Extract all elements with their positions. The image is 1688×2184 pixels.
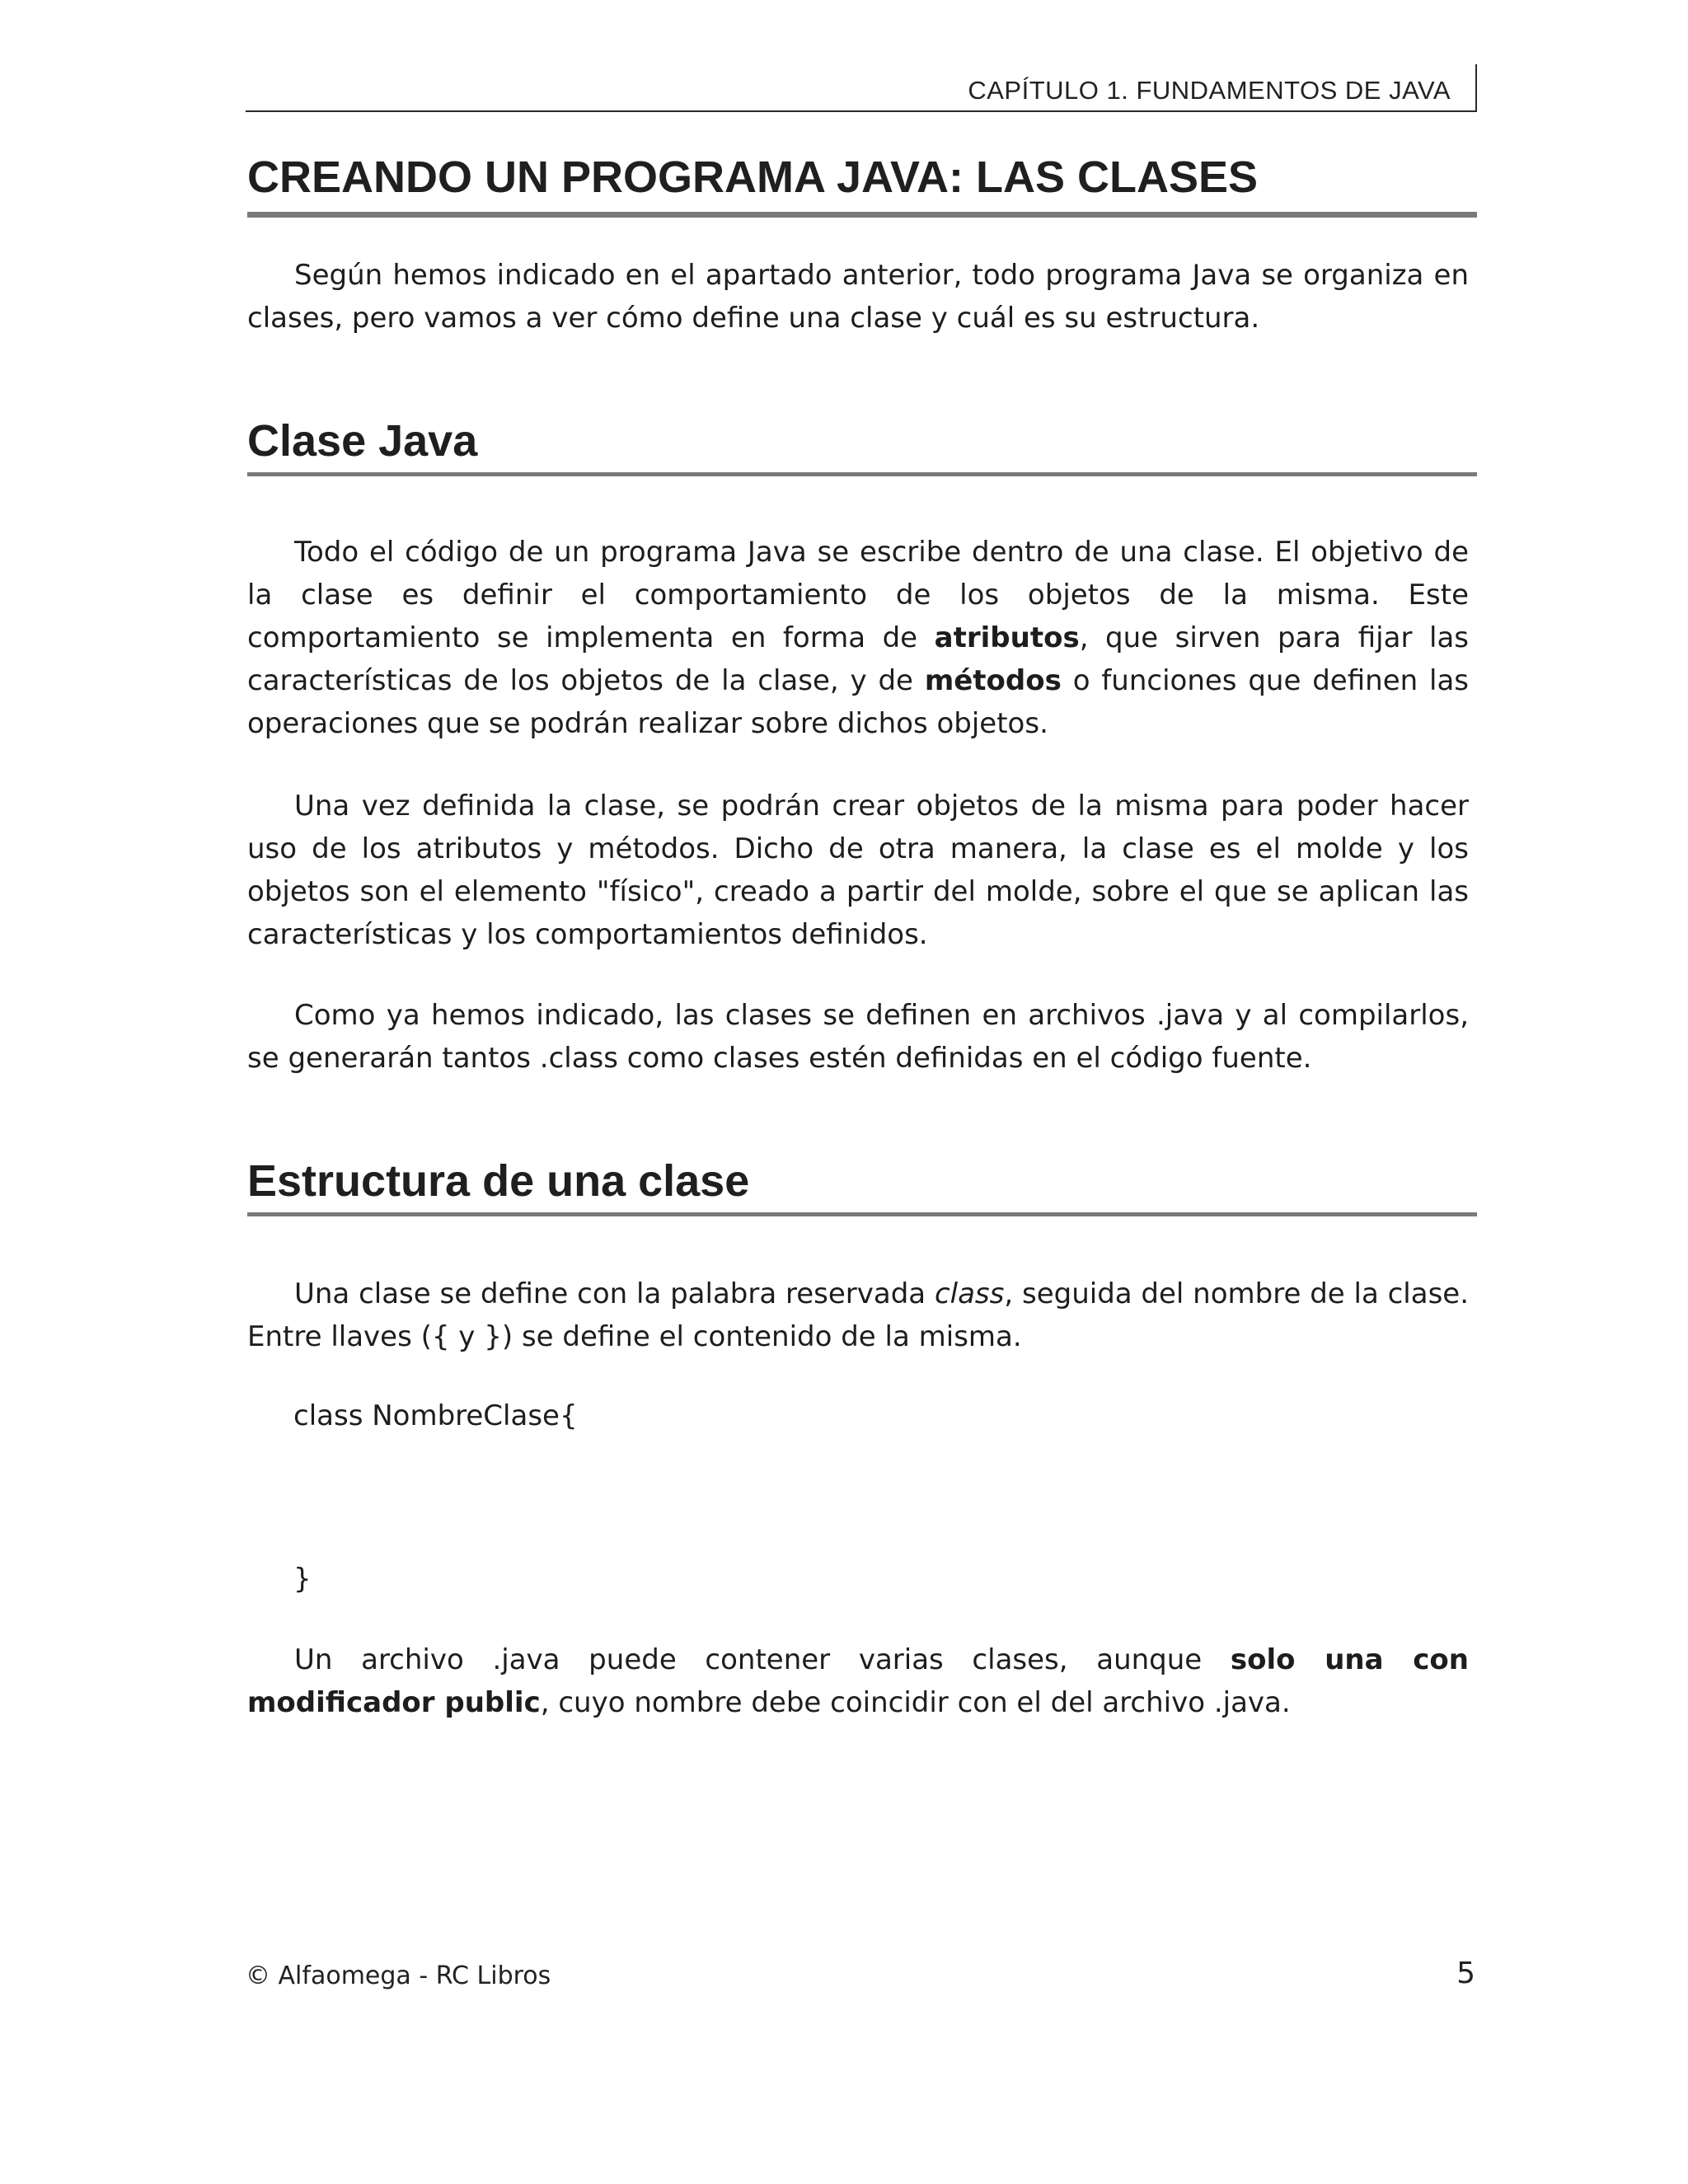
running-header-title: CAPÍTULO 1. FUNDAMENTOS DE JAVA [968,76,1451,105]
estructura-paragraph-2 [247,1638,1469,1724]
clase-paragraph-2: Una vez definida la clase, se podrán crear objetos de la misma para poder hacer uso de los atributos y métodos. Dicho de otra manera, la clase es el molde y los objetos son el elemento "físico", creado a partir del molde, sobre el que se aplican las características y los comportamientos definidos. [247,790,1469,951]
clase-paragraph-3: Como ya hemos indicado, las clases se definen en archivos .java y al compilarlos, se generarán tantos .class como clases estén definidas en el código fuente. [247,999,1469,1075]
code-class-open: class NombreClase{ [293,1399,578,1432]
estructura-p1-text-a: Una clase se define con la palabra reservada [294,1277,935,1310]
section-title-estructura: Estructura de una clase [247,1157,1477,1216]
estructura-p2-text-c: , cuyo nombre debe coincidir con el del archivo .java. [540,1686,1291,1719]
clase-p1-bold-metodos: métodos [924,664,1062,697]
clase-paragraph-1 [247,531,1469,745]
estructura-p1-italic-class: class [934,1277,1005,1310]
footer-copyright: © Alfaomega - RC Libros [246,1961,551,1990]
estructura-paragraph-1 [247,1272,1469,1358]
clase-p1-text-d: o funciones que definen las operaciones que se podrán realizar sobre dichos objetos. [247,664,1469,740]
clase-p1-text-c: , que sirven para fijar las características de los objetos de la clase, y de [247,621,1469,697]
estructura-p1-text-b: , seguida del nombre de la clase. Entre llaves ({ y }) se define el contenido de la misma. [247,1277,1470,1353]
intro-paragraph: Según hemos indicado en el apartado anterior, todo programa Java se organiza en clases, pero vamos a ver cómo define una clase y cuál es su estructura. [247,259,1469,335]
clase-p1-text-a: Todo el código de un programa Java se escribe dentro de una clase. El objetivo de la clase es definir el comportamiento de los objetos de la misma. Este comportamiento se implementa en forma de [247,536,1469,654]
estructura-p2-text-a: Un archivo .java puede contener varias clases, aunque [294,1643,1231,1676]
running-header [246,64,1477,112]
page-number: 5 [1456,1957,1475,1990]
estructura-p2-bold: solo una con modificador public [247,1643,1469,1719]
code-class-close: } [293,1563,312,1596]
section-title-main: CREANDO UN PROGRAMA JAVA: LAS CLASES [247,153,1477,218]
section-title-clase-java: Clase Java [247,417,1477,476]
clase-p1-bold-atributos: atributos [934,621,1080,654]
